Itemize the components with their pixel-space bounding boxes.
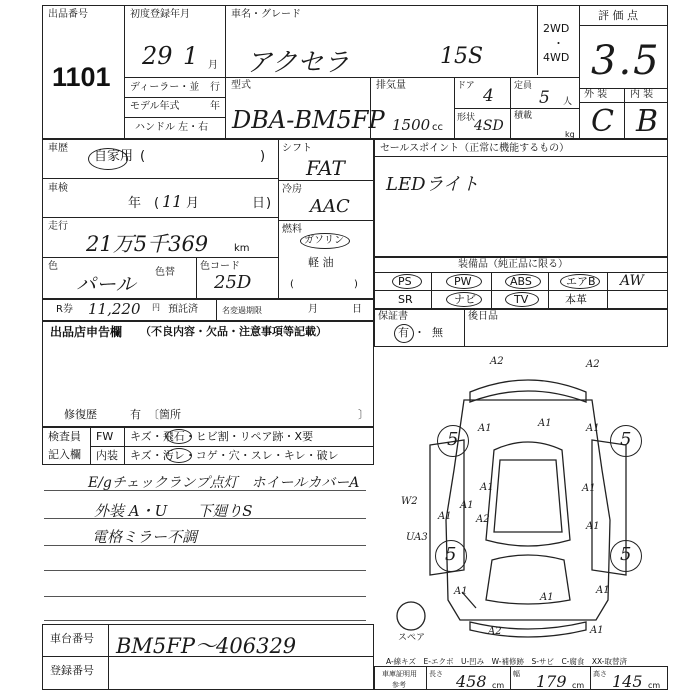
repair-bracket-close: 〕 (358, 408, 369, 421)
divider (624, 88, 625, 139)
divider (454, 108, 579, 109)
height-unit: cm (648, 681, 661, 690)
divider (374, 290, 668, 291)
type-code: DBA-BM5FP (232, 106, 385, 134)
color-value: パール (76, 272, 136, 296)
divider (278, 220, 374, 221)
inspection-month: 11 (162, 192, 183, 211)
cert-label-top: 車庫証明用 (382, 670, 417, 678)
width-label: 幅 (513, 670, 520, 678)
divider (278, 139, 279, 299)
damage-mark: A1 (454, 586, 468, 597)
inspector-label-bottom: 記入欄 (48, 448, 81, 461)
mileage-unit: km (234, 243, 250, 254)
rear-seat-label: 後日品 (468, 311, 498, 322)
doors-value: 4 (483, 86, 494, 106)
loading-label: 積載 (514, 111, 533, 121)
inspector-row1-head: FW (96, 430, 114, 443)
repair-value: 有 (130, 408, 141, 421)
score-value: 3.5 (591, 38, 661, 84)
meigi-day: 日 (352, 304, 362, 315)
warranty-label: 保証書 (378, 311, 408, 322)
drive-2wd: 2WD (543, 22, 570, 35)
inspection-year-suffix: 年 (128, 196, 142, 211)
divider (510, 666, 511, 690)
legend: A-線キズ E-エクボ U-凹み W-補修跡 S-サビ C-腐食 XX-取替済 (386, 657, 627, 666)
divider (124, 427, 125, 465)
seller-note: （不良内容・欠品・注意事項等記載） (140, 325, 327, 338)
spare-label: スペア (398, 633, 426, 643)
capacity-unit: 人 (563, 97, 573, 107)
divider (225, 5, 226, 139)
width-unit: cm (572, 681, 585, 690)
height-label: 高さ (593, 670, 607, 678)
damage-mark: A1 (596, 585, 610, 596)
equip-tv: TV (514, 293, 529, 306)
note-line-2: 外装 A・U 下廻りS (94, 502, 253, 520)
aircon-value: AAC (310, 196, 350, 217)
damage-mark: A1 (480, 482, 494, 493)
shift-label: シフト (282, 143, 312, 154)
fuel-paren-close: ) (354, 279, 358, 290)
shift-value: FAT (306, 156, 345, 180)
inspection-label: 車検 (48, 183, 68, 194)
divider (278, 180, 374, 181)
inspector-row2-items: キズ・汚レ・コゲ・穴・スレ・キレ・破レ (130, 449, 339, 462)
divider (124, 97, 225, 98)
history-paren-close: ) (260, 149, 266, 164)
damage-mark: A1 (540, 592, 554, 603)
int-value: B (636, 104, 659, 139)
repair-label: 修復歴 (64, 408, 97, 421)
meigi-month: 月 (308, 304, 318, 315)
equip-airb: エアB (566, 275, 596, 288)
grade: 15S (440, 44, 484, 69)
tire-value-fl: 5 (447, 429, 459, 450)
mileage-value: 21万5千369 (86, 232, 209, 256)
ext-label: 外 装 (584, 89, 608, 100)
history-value: 自家用 (94, 149, 134, 164)
first-reg-unit: 月 (208, 60, 218, 71)
model-year-suffix: 年 (210, 101, 220, 112)
recycle-unit: 円 (152, 303, 160, 312)
seller-label: 出品店申告欄 (50, 325, 123, 339)
divider (42, 178, 278, 179)
chassis-label: 車台番号 (50, 632, 94, 645)
note-line-1: E/gチェックランプ点灯 ホイールカバーA (88, 475, 360, 491)
divider (491, 272, 492, 309)
divider (44, 570, 366, 571)
damage-mark: A1 (586, 423, 600, 434)
equip-pw: PW (454, 275, 472, 288)
first-reg-year: 29 (142, 42, 173, 70)
dealer-label: ディーラー・並 (130, 82, 200, 93)
color-label: 色 (48, 261, 58, 272)
divider (124, 117, 225, 118)
cert-label-bottom: 参考 (392, 681, 406, 689)
fuel-paren-open: ( (290, 279, 294, 290)
body-value: 4SD (474, 118, 504, 134)
divider (431, 272, 432, 309)
lot-number: 1101 (52, 62, 111, 92)
drive-dot: ・ (553, 37, 564, 50)
equip-aw: AW (620, 273, 644, 289)
fuel-diesel: 軽 油 (308, 256, 334, 269)
length-unit: cm (492, 681, 505, 690)
damage-mark: A2 (488, 626, 502, 637)
warranty-yes: 有 (398, 326, 409, 339)
equip-navi: ナビ (454, 293, 476, 306)
divider (579, 25, 668, 26)
damage-mark: UA3 (406, 532, 428, 543)
first-reg-label: 初度登録年月 (130, 9, 190, 20)
tire-value-rl: 5 (445, 544, 457, 565)
damage-mark: W2 (401, 496, 418, 507)
divider (90, 427, 91, 465)
color-change-label: 色替 (155, 267, 175, 278)
recycle-status: 預託済 (168, 304, 198, 315)
capacity-value: 5 (539, 88, 550, 108)
dealer-suffix: 行 (210, 82, 220, 93)
first-reg-month: 1 (183, 42, 199, 70)
divider (537, 5, 538, 75)
displacement-unit: cc (432, 122, 443, 133)
width-value: 179 (536, 672, 567, 691)
ext-value: C (591, 104, 614, 139)
divider (590, 666, 591, 690)
aircon-label: 冷房 (282, 184, 302, 195)
equip-sr: SR (398, 293, 413, 306)
damage-mark: A1 (586, 521, 600, 532)
drive-4wd: 4WD (543, 51, 570, 64)
doors-label: ドア (457, 81, 475, 91)
divider (374, 156, 668, 157)
registration-label: 登録番号 (50, 664, 94, 677)
damage-mark: A1 (438, 511, 452, 522)
mileage-label: 走行 (48, 221, 68, 232)
displacement-label: 排気量 (376, 80, 406, 91)
color-code-value: 25D (214, 272, 252, 293)
note-line-3: 電格ミラー不調 (92, 528, 198, 546)
model-grade-label: 車名・グレード (231, 9, 301, 20)
equipment-label: 装備品（純正品に限る） (458, 259, 568, 270)
repair-bracket: 〔箇所 (148, 408, 181, 421)
divider (124, 5, 125, 139)
divider (44, 620, 366, 621)
body-label: 形状 (457, 113, 476, 123)
color-code-label: 色コード (200, 261, 240, 272)
model-name: アクセラ (246, 48, 350, 78)
displacement-value: 1500 (392, 116, 431, 134)
divider (607, 272, 608, 309)
chassis-value: BM5FP～406329 (116, 634, 297, 658)
fuel-label: 燃料 (282, 224, 302, 235)
divider (108, 624, 109, 690)
damage-mark: A1 (538, 418, 552, 429)
history-label: 車歴 (48, 143, 68, 154)
length-value: 458 (456, 672, 487, 691)
history-paren-open: ( (140, 149, 146, 164)
damage-mark: A2 (476, 514, 490, 525)
damage-mark: A1 (582, 483, 596, 494)
inspector-row2-head: 内装 (96, 449, 118, 462)
damage-mark: A2 (490, 356, 504, 367)
height-value: 145 (612, 672, 643, 691)
tire-value-fr: 5 (620, 429, 632, 450)
divider (90, 446, 374, 447)
equip-abs: ABS (510, 275, 532, 288)
divider (548, 272, 549, 309)
sales-points-label: セールスポイント（正常に機能するもの） (380, 143, 570, 154)
damage-mark: A1 (460, 500, 474, 511)
inspector-circle-2 (166, 448, 192, 463)
type-label: 型式 (231, 80, 251, 91)
model-year-label: モデル年式 (130, 101, 180, 112)
damage-mark: A1 (478, 423, 492, 434)
warranty-no: 無 (432, 326, 443, 339)
inspection-day-suffix: 日 (252, 196, 266, 211)
loading-unit: kg (565, 130, 575, 139)
inspection-month-suffix: 月 (186, 196, 200, 211)
inspection-paren-close: ) (266, 196, 272, 211)
damage-mark: A1 (590, 625, 604, 636)
equip-leather: 本革 (565, 293, 587, 306)
lot-label: 出品番号 (48, 9, 88, 20)
handle-label: ハンドル 左・右 (135, 122, 209, 133)
length-label: 長さ (429, 670, 443, 678)
recycle-label: R券 (56, 304, 73, 315)
divider (464, 309, 465, 347)
inspector-circle-1 (166, 429, 192, 444)
equip-ps: PS (398, 275, 412, 288)
recycle-value: 11,220 (88, 300, 141, 318)
divider (426, 666, 427, 690)
sales-points-text: LEDライト (386, 174, 479, 195)
int-label: 内 装 (630, 89, 654, 100)
capacity-label: 定員 (514, 81, 533, 91)
warranty-dot: ・ (414, 326, 425, 339)
divider (196, 257, 197, 299)
divider (42, 217, 278, 218)
divider (44, 596, 366, 597)
meigi-label: 名変過期限 (222, 306, 262, 315)
damage-mark: A2 (586, 359, 600, 370)
fuel-gasoline: ガソリン (304, 235, 344, 246)
inspector-row1-items: キズ・飛石・ヒビ割・リペア跡・X要 (130, 430, 314, 443)
inspector-label-top: 検査員 (48, 430, 81, 443)
divider (216, 299, 217, 321)
inspection-paren-open: ( (154, 196, 160, 211)
tire-value-rr: 5 (620, 544, 632, 565)
score-label: 評 価 点 (598, 9, 638, 22)
